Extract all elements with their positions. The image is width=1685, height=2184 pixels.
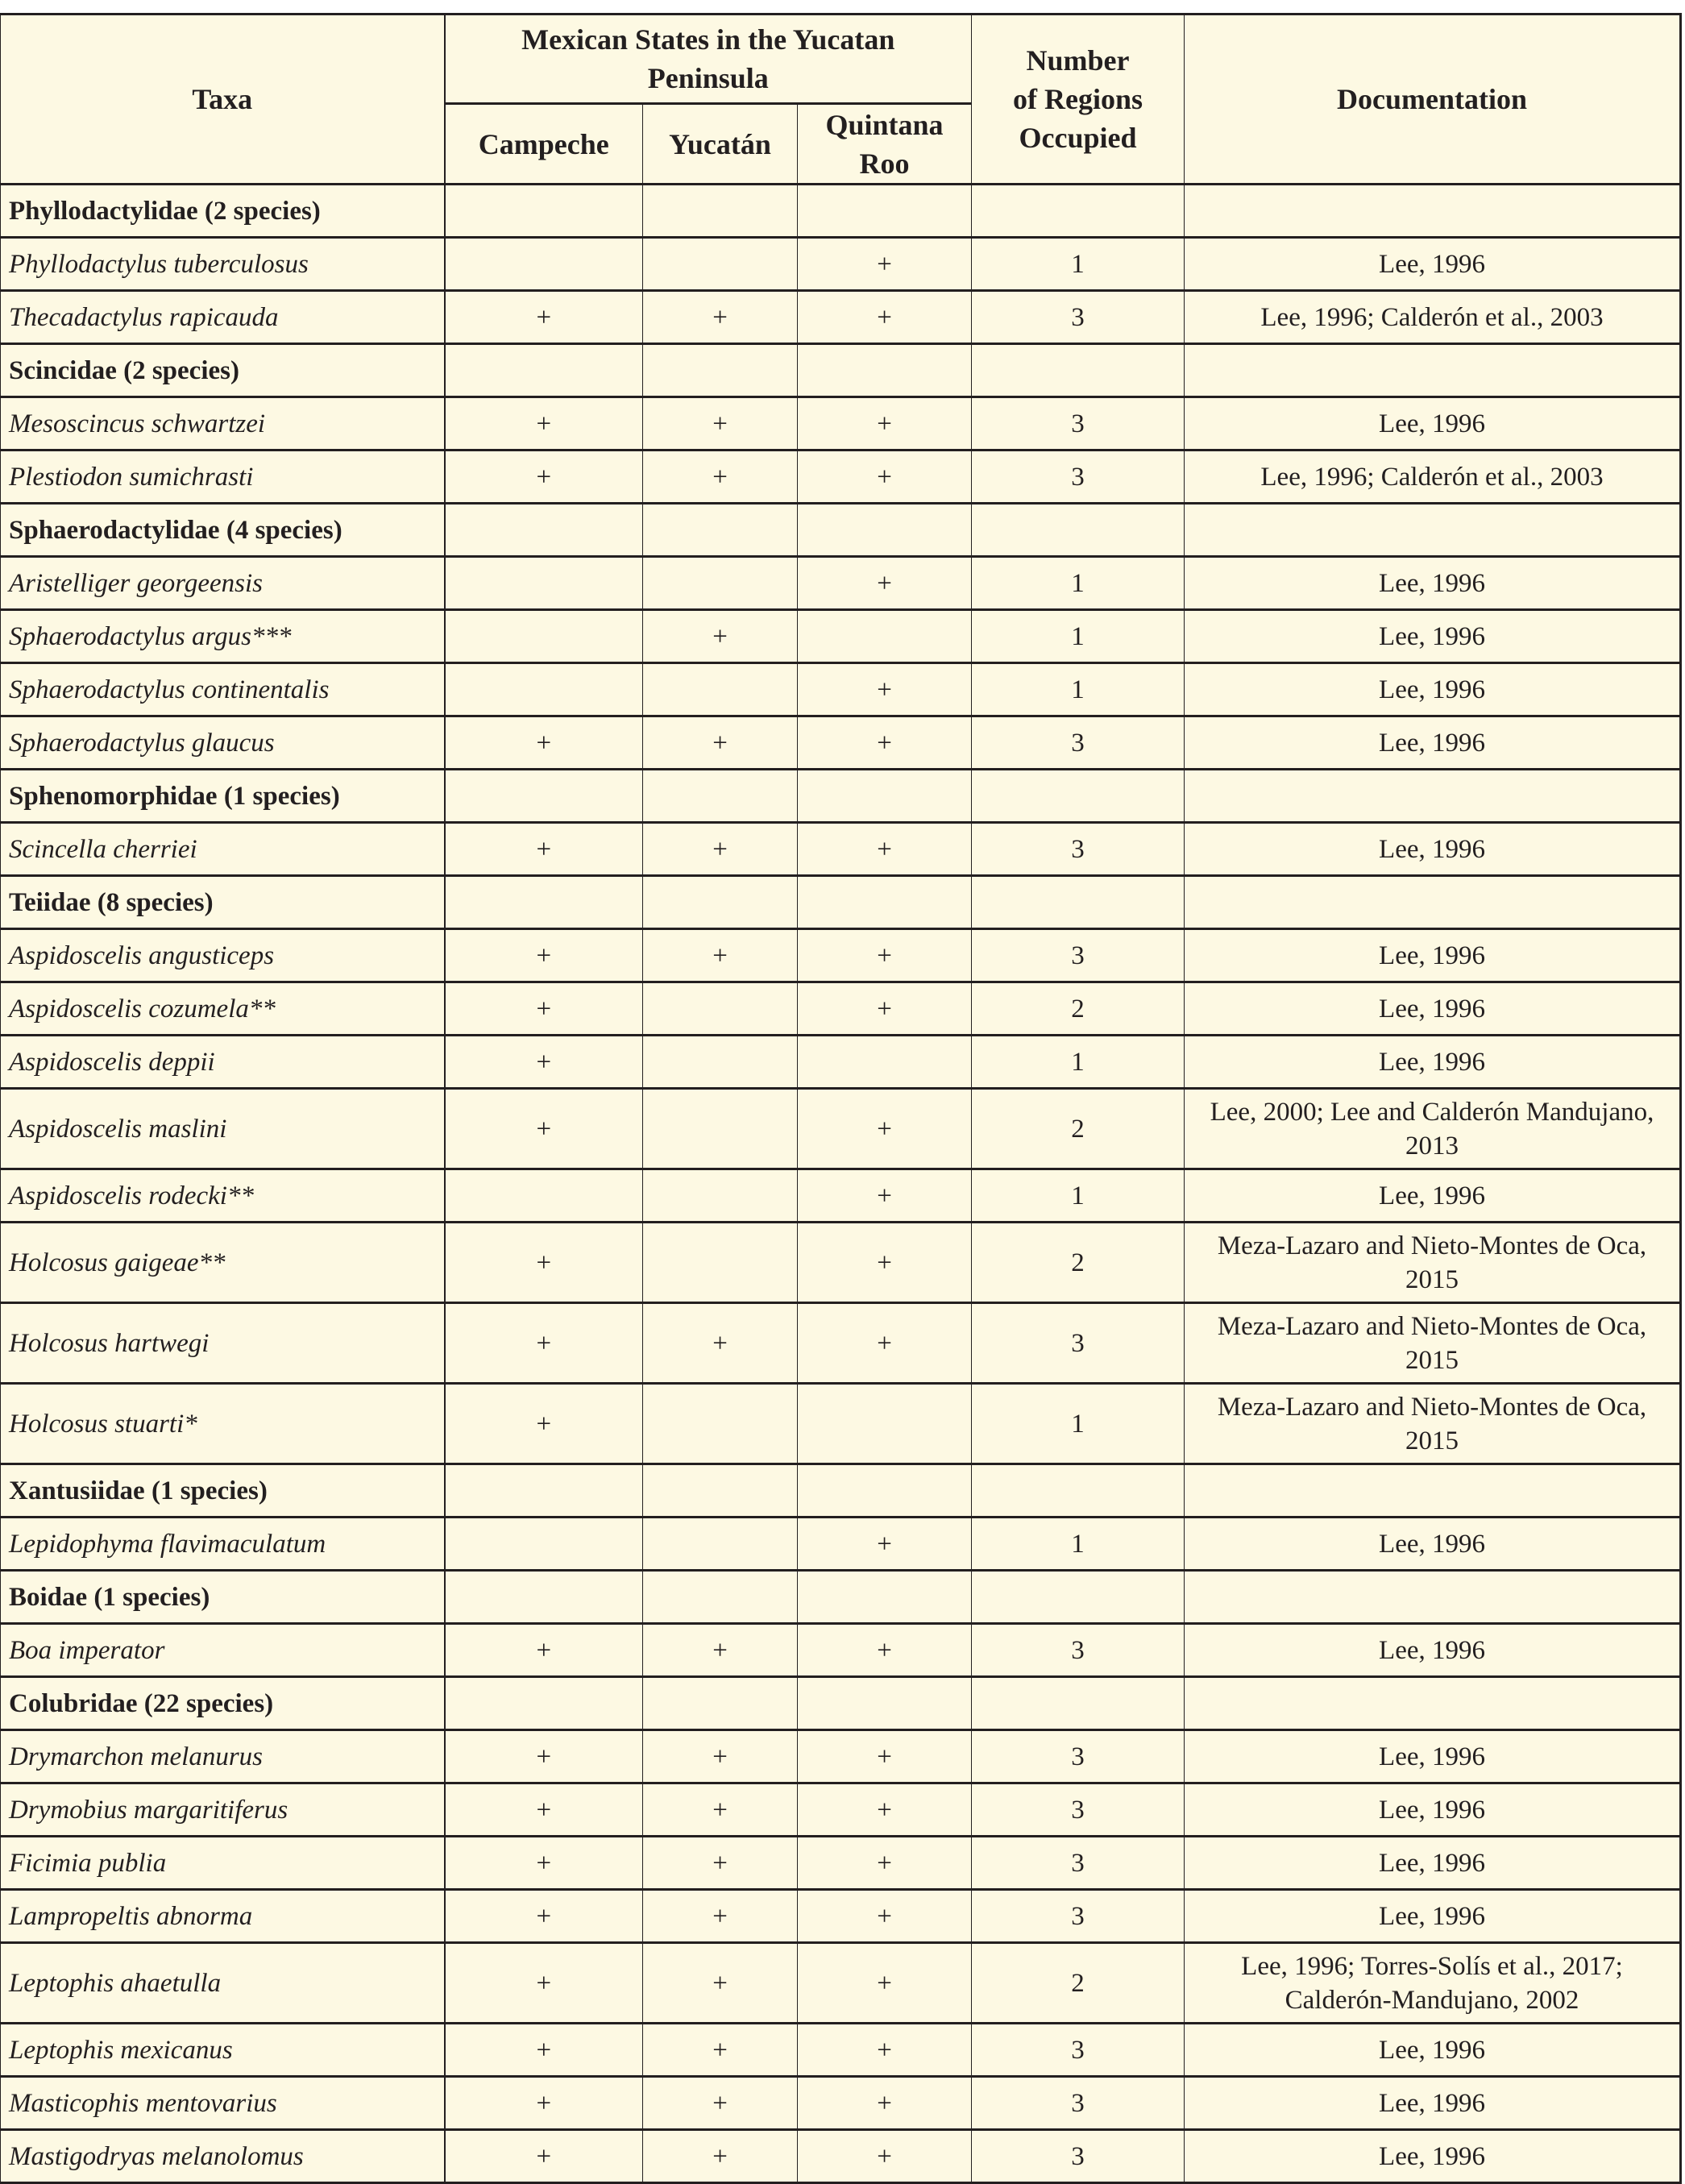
quintana-roo-cell [798,344,972,397]
campeche-cell [445,557,643,610]
regions-count-cell: 3 [972,1837,1185,1890]
regions-count-cell: 3 [972,1624,1185,1677]
taxa-cell: Scincella cherriei [1,823,445,876]
yucatan-cell [643,1223,798,1303]
quintana-roo-cell [798,610,972,663]
taxa-cell: Sphaerodactylus glaucus [1,716,445,770]
taxa-cell: Phyllodactylidae (2 species) [1,185,445,238]
documentation-cell: Lee, 1996 [1185,982,1681,1036]
header-group-line-1: Mexican States in the Yucatan [521,23,895,56]
documentation-cell: Lee, 1996 [1185,1837,1681,1890]
regions-count-cell: 3 [972,716,1185,770]
taxa-cell: Sphaerodactylus continentalis [1,663,445,716]
species-row [1,2077,1681,2130]
taxa-cell: Teiidae (8 species) [1,876,445,929]
documentation-cell: Lee, 2000; Lee and Calderón Mandujano, 2013 [1185,1089,1681,1169]
documentation-cell [1185,876,1681,929]
taxa-cell: Mastigodryas melanolomus [1,2130,445,2183]
quintana-roo-cell: + [798,823,972,876]
regions-count-cell: 1 [972,663,1185,716]
documentation-cell [1185,504,1681,557]
regions-count-cell: 3 [972,2130,1185,2183]
species-distribution-table [0,13,1682,2184]
yucatan-cell [643,1036,798,1089]
header-quintana-roo [798,104,972,185]
documentation-cell: Meza-Lazaro and Nieto-Montes de Oca, 2015 [1185,1303,1681,1384]
quintana-roo-cell: + [798,291,972,344]
regions-count-cell: 2 [972,1223,1185,1303]
species-row [1,716,1681,770]
documentation-cell: Lee, 1996 [1185,1518,1681,1571]
header-number-line-2: of Regions [1013,83,1143,115]
documentation-cell: Lee, 1996; Torres-Solís et al., 2017; Calderón-Mandujano, 2002 [1185,1943,1681,2024]
header-number-line-3: Occupied [1019,122,1137,154]
quintana-roo-cell: + [798,1223,972,1303]
quintana-roo-cell: + [798,1624,972,1677]
regions-count-cell: 1 [972,238,1185,291]
documentation-cell: Lee, 1996 [1185,238,1681,291]
documentation-cell: Lee, 1996 [1185,1730,1681,1783]
quintana-roo-cell: + [798,1089,972,1169]
documentation-cell [1185,1677,1681,1730]
quintana-roo-cell: + [798,2077,972,2130]
taxa-cell: Aristelliger georgeensis [1,557,445,610]
yucatan-cell: + [643,397,798,451]
campeche-cell [445,1169,643,1223]
yucatan-cell [643,185,798,238]
quintana-roo-cell [798,185,972,238]
quintana-roo-cell [798,1464,972,1518]
species-row [1,2024,1681,2077]
documentation-cell: Meza-Lazaro and Nieto-Montes de Oca, 2015 [1185,1384,1681,1464]
family-row [1,504,1681,557]
yucatan-cell [643,344,798,397]
quintana-roo-cell [798,504,972,557]
documentation-cell: Lee, 1996; Calderón et al., 2003 [1185,291,1681,344]
documentation-cell: Lee, 1996 [1185,929,1681,982]
documentation-cell [1185,1571,1681,1624]
header-yucatan: Yucatán [643,104,798,185]
regions-count-cell: 1 [972,557,1185,610]
yucatan-cell: + [643,823,798,876]
campeche-cell: + [445,2077,643,2130]
taxa-cell: Holcosus gaigeae** [1,1223,445,1303]
quintana-roo-cell: + [798,1303,972,1384]
quintana-roo-cell: + [798,716,972,770]
taxa-cell: Lepidophyma flavimaculatum [1,1518,445,1571]
quintana-roo-cell: + [798,663,972,716]
family-row [1,185,1681,238]
yucatan-cell: + [643,1303,798,1384]
regions-count-cell: 1 [972,1384,1185,1464]
family-row [1,344,1681,397]
campeche-cell [445,1518,643,1571]
quintana-roo-cell: + [798,2024,972,2077]
header-campeche: Campeche [445,104,643,185]
species-row [1,1624,1681,1677]
yucatan-cell: + [643,1730,798,1783]
taxa-cell: Thecadactylus rapicauda [1,291,445,344]
regions-count-cell: 1 [972,610,1185,663]
quintana-roo-cell: + [798,982,972,1036]
yucatan-cell: + [643,1624,798,1677]
species-row [1,1303,1681,1384]
documentation-cell: Lee, 1996; Calderón et al., 2003 [1185,451,1681,504]
taxa-cell: Drymobius margaritiferus [1,1783,445,1837]
regions-count-cell: 3 [972,1890,1185,1943]
taxa-cell: Boidae (1 species) [1,1571,445,1624]
documentation-cell [1185,1464,1681,1518]
species-row [1,982,1681,1036]
header-qroo-line-1: Quintana [825,108,944,141]
yucatan-cell: + [643,1837,798,1890]
quintana-roo-cell: + [798,1890,972,1943]
species-row [1,1518,1681,1571]
campeche-cell [445,238,643,291]
campeche-cell [445,770,643,823]
family-row [1,770,1681,823]
species-row [1,1036,1681,1089]
yucatan-cell [643,1677,798,1730]
species-row [1,451,1681,504]
yucatan-cell [643,1169,798,1223]
regions-count-cell [972,770,1185,823]
species-row [1,1890,1681,1943]
campeche-cell: + [445,823,643,876]
quintana-roo-cell: + [798,1837,972,1890]
documentation-cell: Lee, 1996 [1185,610,1681,663]
species-row [1,610,1681,663]
campeche-cell: + [445,1624,643,1677]
species-row [1,1837,1681,1890]
species-row [1,291,1681,344]
documentation-cell: Lee, 1996 [1185,823,1681,876]
family-row [1,1464,1681,1518]
campeche-cell: + [445,1890,643,1943]
documentation-cell: Lee, 1996 [1185,1783,1681,1837]
header-mexican-states-group [445,15,972,104]
taxa-cell: Xantusiidae (1 species) [1,1464,445,1518]
quintana-roo-cell [798,1036,972,1089]
campeche-cell: + [445,1730,643,1783]
yucatan-cell [643,1464,798,1518]
regions-count-cell: 3 [972,929,1185,982]
regions-count-cell [972,185,1185,238]
taxa-cell: Aspidoscelis deppii [1,1036,445,1089]
taxa-cell: Aspidoscelis rodecki** [1,1169,445,1223]
regions-count-cell: 3 [972,451,1185,504]
yucatan-cell: + [643,716,798,770]
yucatan-cell: + [643,1783,798,1837]
documentation-cell: Lee, 1996 [1185,1890,1681,1943]
campeche-cell: + [445,1783,643,1837]
quintana-roo-cell: + [798,397,972,451]
regions-count-cell: 1 [972,1518,1185,1571]
documentation-cell: Lee, 1996 [1185,2130,1681,2183]
campeche-cell: + [445,451,643,504]
campeche-cell: + [445,929,643,982]
header-number-of-regions [972,15,1185,185]
family-row [1,876,1681,929]
quintana-roo-cell [798,770,972,823]
header-qroo-line-2: Roo [859,147,910,180]
documentation-cell: Lee, 1996 [1185,1169,1681,1223]
yucatan-cell [643,557,798,610]
species-row [1,1089,1681,1169]
regions-count-cell [972,1464,1185,1518]
yucatan-cell: + [643,2130,798,2183]
taxa-cell: Aspidoscelis cozumela** [1,982,445,1036]
yucatan-cell [643,1518,798,1571]
campeche-cell: + [445,1303,643,1384]
documentation-cell [1185,344,1681,397]
yucatan-cell [643,504,798,557]
species-row [1,1384,1681,1464]
family-row [1,1677,1681,1730]
quintana-roo-cell: + [798,1518,972,1571]
taxa-cell: Aspidoscelis angusticeps [1,929,445,982]
yucatan-cell: + [643,1943,798,2024]
campeche-cell [445,610,643,663]
taxa-cell: Sphaerodactylus argus*** [1,610,445,663]
taxa-cell: Phyllodactylus tuberculosus [1,238,445,291]
yucatan-cell [643,1384,798,1464]
quintana-roo-cell: + [798,557,972,610]
campeche-cell: + [445,2130,643,2183]
taxa-cell: Boa imperator [1,1624,445,1677]
documentation-cell [1185,770,1681,823]
table-body [1,185,1681,2183]
campeche-cell [445,344,643,397]
regions-count-cell: 3 [972,291,1185,344]
campeche-cell [445,185,643,238]
taxa-cell: Holcosus hartwegi [1,1303,445,1384]
yucatan-cell [643,770,798,823]
taxa-cell: Ficimia publia [1,1837,445,1890]
regions-count-cell [972,504,1185,557]
campeche-cell [445,504,643,557]
quintana-roo-cell [798,1677,972,1730]
species-row [1,2130,1681,2183]
campeche-cell [445,1571,643,1624]
documentation-cell: Lee, 1996 [1185,557,1681,610]
regions-count-cell [972,1571,1185,1624]
campeche-cell: + [445,1089,643,1169]
regions-count-cell: 3 [972,2077,1185,2130]
species-row [1,663,1681,716]
yucatan-cell [643,1089,798,1169]
species-row [1,397,1681,451]
campeche-cell [445,663,643,716]
taxa-cell: Aspidoscelis maslini [1,1089,445,1169]
campeche-cell: + [445,1384,643,1464]
campeche-cell [445,876,643,929]
species-row [1,238,1681,291]
documentation-cell: Lee, 1996 [1185,716,1681,770]
regions-count-cell: 3 [972,1730,1185,1783]
header-number-line-1: Number [1026,44,1130,77]
yucatan-cell: + [643,929,798,982]
documentation-cell: Lee, 1996 [1185,663,1681,716]
yucatan-cell [643,982,798,1036]
campeche-cell: + [445,1837,643,1890]
regions-count-cell: 2 [972,1089,1185,1169]
campeche-cell: + [445,982,643,1036]
regions-count-cell: 3 [972,2024,1185,2077]
regions-count-cell: 2 [972,1943,1185,2024]
taxa-cell: Leptophis ahaetulla [1,1943,445,2024]
yucatan-cell [643,1571,798,1624]
regions-count-cell: 2 [972,982,1185,1036]
yucatan-cell [643,238,798,291]
documentation-cell: Lee, 1996 [1185,1624,1681,1677]
yucatan-cell: + [643,2024,798,2077]
species-row [1,1223,1681,1303]
regions-count-cell: 3 [972,823,1185,876]
species-row [1,1943,1681,2024]
taxa-cell: Drymarchon melanurus [1,1730,445,1783]
regions-count-cell [972,1677,1185,1730]
documentation-cell: Lee, 1996 [1185,2024,1681,2077]
campeche-cell [445,1677,643,1730]
campeche-cell: + [445,397,643,451]
campeche-cell: + [445,1036,643,1089]
campeche-cell: + [445,2024,643,2077]
regions-count-cell: 1 [972,1036,1185,1089]
yucatan-cell: + [643,2077,798,2130]
regions-count-cell: 3 [972,397,1185,451]
quintana-roo-cell: + [798,1783,972,1837]
quintana-roo-cell [798,1571,972,1624]
taxa-cell: Sphaerodactylidae (4 species) [1,504,445,557]
quintana-roo-cell: + [798,1169,972,1223]
regions-count-cell: 1 [972,1169,1185,1223]
documentation-cell [1185,185,1681,238]
quintana-roo-cell: + [798,238,972,291]
taxa-cell: Lampropeltis abnorma [1,1890,445,1943]
family-row [1,1571,1681,1624]
taxa-cell: Masticophis mentovarius [1,2077,445,2130]
quintana-roo-cell [798,1384,972,1464]
campeche-cell: + [445,1223,643,1303]
campeche-cell: + [445,1943,643,2024]
species-row [1,1783,1681,1837]
campeche-cell: + [445,716,643,770]
taxa-cell: Colubridae (22 species) [1,1677,445,1730]
quintana-roo-cell: + [798,451,972,504]
taxa-cell: Scincidae (2 species) [1,344,445,397]
taxa-cell: Sphenomorphidae (1 species) [1,770,445,823]
quintana-roo-cell [798,876,972,929]
quintana-roo-cell: + [798,2130,972,2183]
species-row [1,557,1681,610]
campeche-cell [445,1464,643,1518]
regions-count-cell: 3 [972,1303,1185,1384]
species-row [1,929,1681,982]
header-group-line-2: Peninsula [647,62,769,94]
yucatan-cell: + [643,291,798,344]
quintana-roo-cell: + [798,1943,972,2024]
taxa-cell: Leptophis mexicanus [1,2024,445,2077]
species-row [1,1169,1681,1223]
regions-count-cell: 3 [972,1783,1185,1837]
taxa-cell: Mesoscincus schwartzei [1,397,445,451]
documentation-cell: Lee, 1996 [1185,2077,1681,2130]
yucatan-cell [643,876,798,929]
campeche-cell: + [445,291,643,344]
species-row [1,1730,1681,1783]
yucatan-cell: + [643,1890,798,1943]
documentation-cell: Lee, 1996 [1185,1036,1681,1089]
taxa-cell: Plestiodon sumichrasti [1,451,445,504]
species-row [1,823,1681,876]
header-documentation: Documentation [1185,15,1681,185]
documentation-cell: Meza-Lazaro and Nieto-Montes de Oca, 2015 [1185,1223,1681,1303]
quintana-roo-cell: + [798,929,972,982]
yucatan-cell: + [643,451,798,504]
documentation-cell: Lee, 1996 [1185,397,1681,451]
taxa-cell: Holcosus stuarti* [1,1384,445,1464]
regions-count-cell [972,876,1185,929]
header-taxa: Taxa [1,15,445,185]
quintana-roo-cell: + [798,1730,972,1783]
yucatan-cell [643,663,798,716]
yucatan-cell: + [643,610,798,663]
regions-count-cell [972,344,1185,397]
